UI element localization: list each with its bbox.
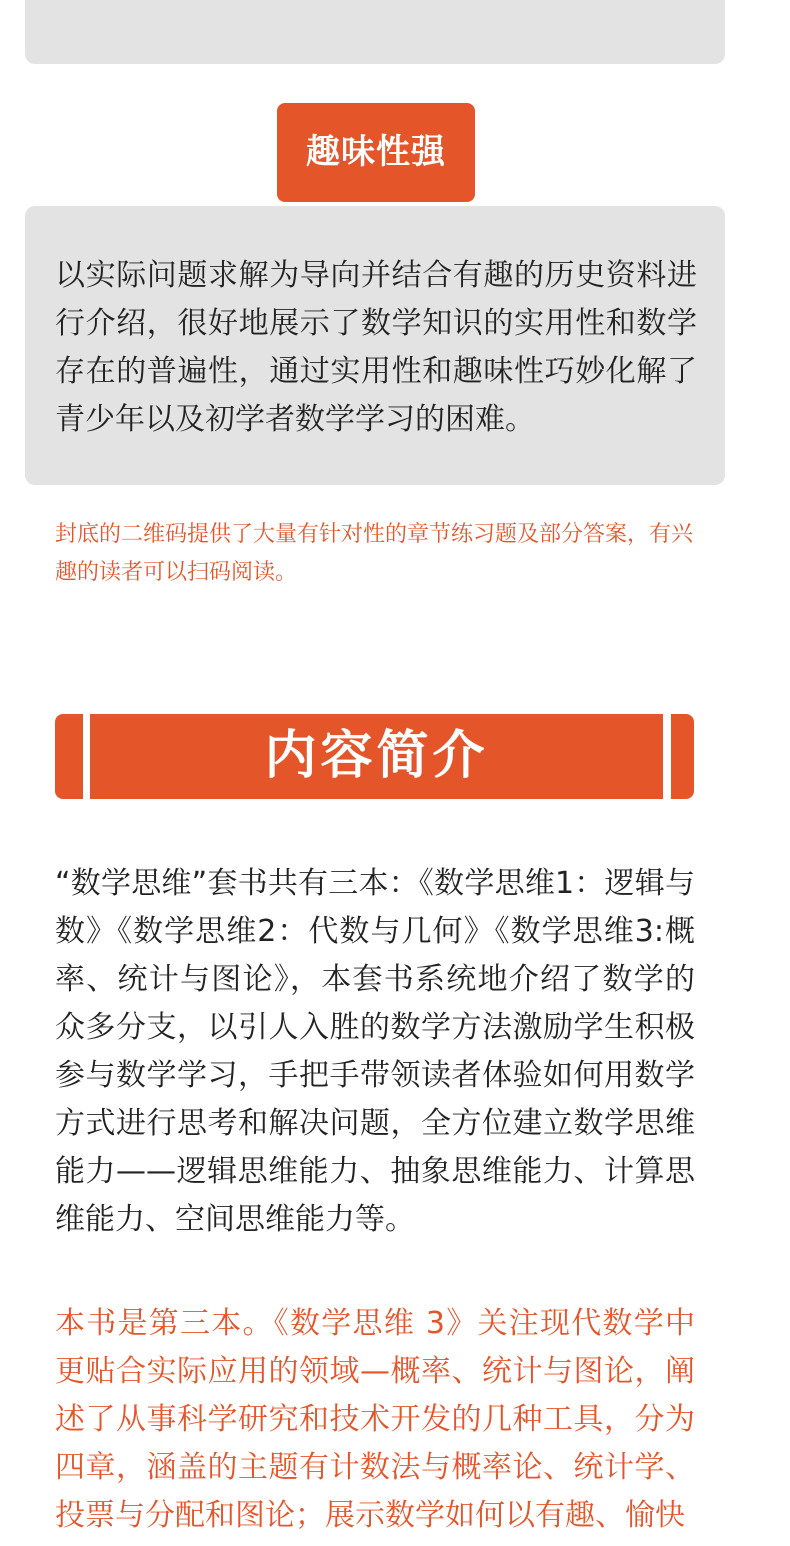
cut-text-clip — [25, 0, 725, 8]
section-banner — [55, 714, 694, 799]
qr-code-note: 封底的二维码提供了大量有针对性的章节练习题及部分答案，有兴趣的读者可以扫码阅读。 — [55, 522, 694, 585]
banner-left-cap — [55, 714, 83, 799]
feature-card-fun — [25, 206, 725, 485]
feature-card-fun-text: 以实际问题求解为导向并结合有趣的历史资料进行介绍，很好地展示了数学知识的实用性和数学存在的普遍性，通过实用性和趣味性巧妙化解了青少年以及初学者数学学习的困难。 — [55, 258, 697, 437]
intro-paragraph-book: 本书是第三本。《数学思维 3》关注现代数学中更贴合实际应用的领域—概率、统计与图论，阐述了从事科学研究和技术开发的几种工具，分为四章，涵盖的主题有计数法与概率论、统计学、投票与分配和图论；展示数学如何以有趣、愉快 — [55, 1306, 695, 1533]
intro-paragraph-series: “数学思维”套书共有三本：《数学思维1：逻辑与数》《数学思维2：代数与几何》《数学思维3:概率、统计与图论》，本套书系统地介绍了数学的众多分支，以引人入胜的数学方法激励学生积极参与数学学习，手把手带领读者体验如何用数学方式进行思考和解决问题，全方位建立数学思维能力——逻辑思维能力、抽象思维能力、计算思维能力、空间思维能力等。 — [55, 866, 695, 1237]
feature-card-previous — [25, 0, 725, 64]
feature-badge-fun: 趣味性强 — [277, 103, 475, 202]
section-title: 内容简介 — [90, 714, 663, 799]
banner-right-cap — [671, 714, 694, 799]
